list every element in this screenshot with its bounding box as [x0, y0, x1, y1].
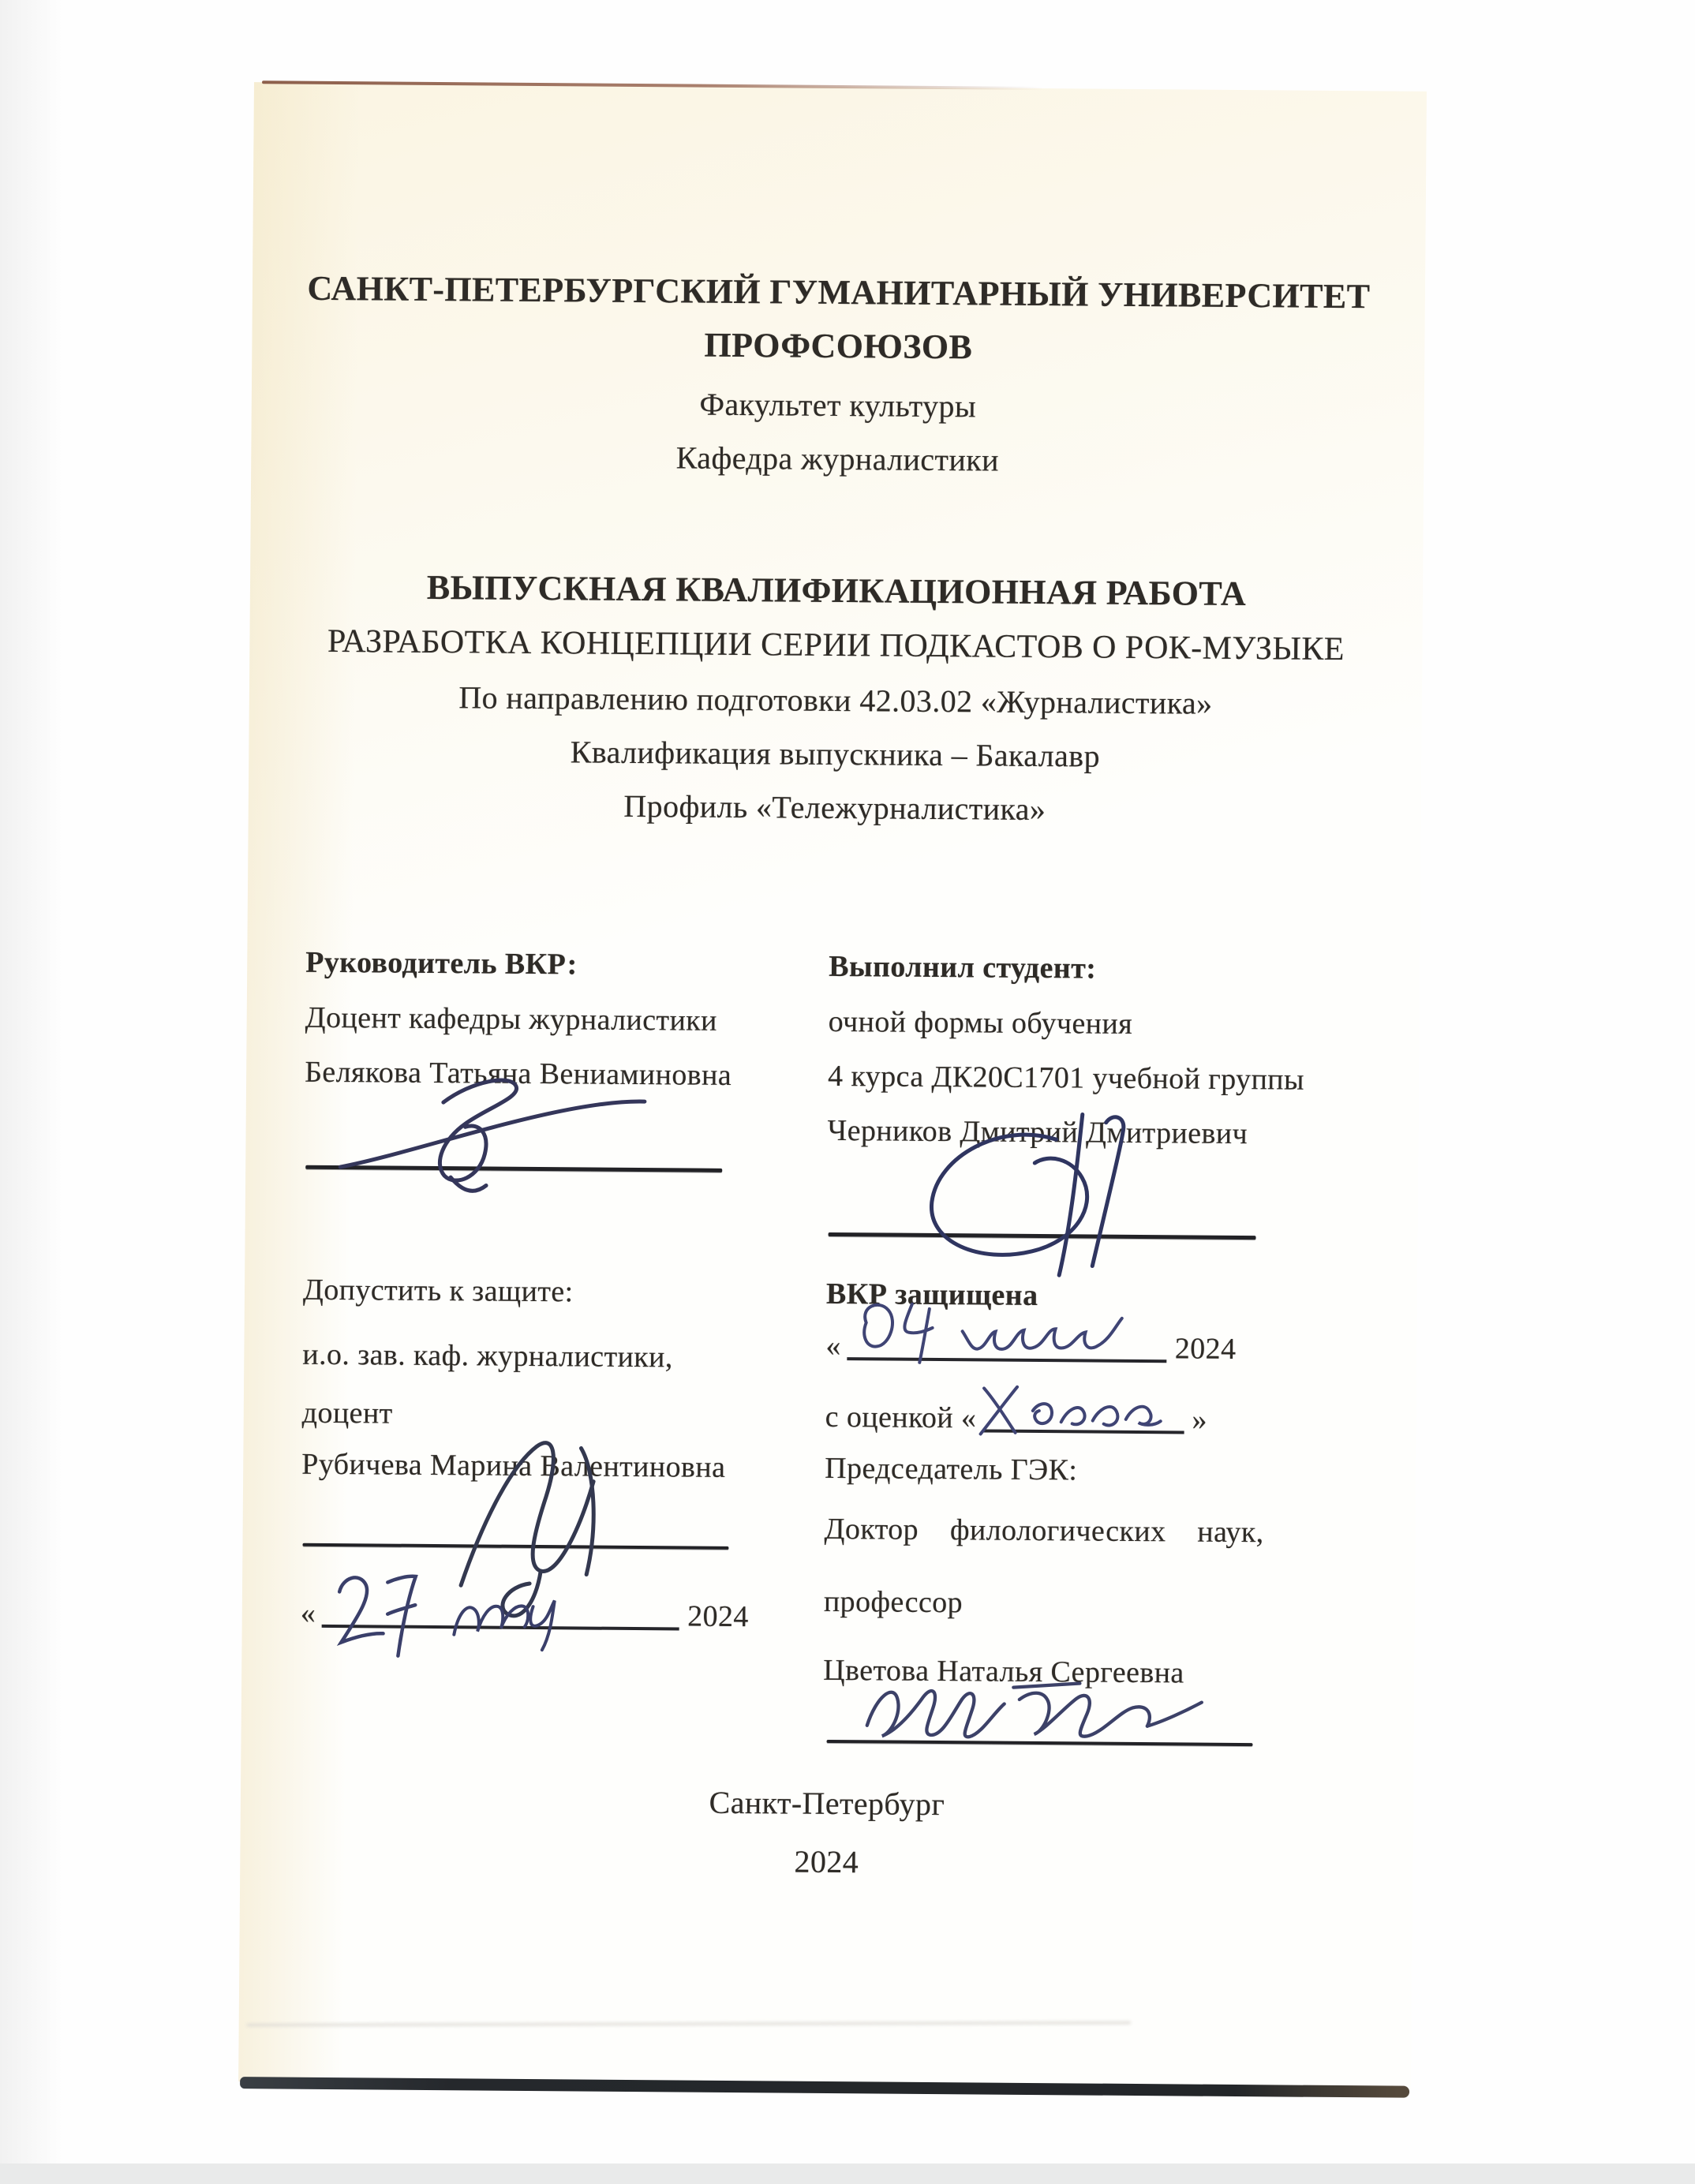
admission-position-line1: и.о. зав. каф. журналистики,	[302, 1337, 673, 1374]
chair-degree: Доктор филологических наук,	[824, 1512, 1264, 1550]
admission-date-day-handwriting	[313, 1555, 433, 1668]
admission-date-month-handwriting	[434, 1564, 578, 1667]
admission-name: Рубичева Марина Валентиновна	[301, 1447, 726, 1484]
year-line: 2024	[794, 1843, 859, 1880]
chair-name: Цветова Наталья Сергеевна	[823, 1653, 1184, 1690]
university-name-line1: САНКТ-ПЕТЕРБУРГСКИЙ ГУМАНИТАРНЫЙ УНИВЕРСИТЕТ	[307, 268, 1371, 316]
supervisor-name: Белякова Татьяна Вениаминовна	[305, 1055, 732, 1092]
scanner-bottom-strip	[0, 2163, 1695, 2184]
admission-heading: Допустить к защите:	[302, 1273, 574, 1309]
page-top-edge	[262, 80, 1059, 90]
grade-close-quote: »	[1192, 1403, 1208, 1437]
admission-position-line2: доцент	[301, 1396, 393, 1430]
supervisor-position: Доцент кафедры журналистики	[305, 1000, 718, 1038]
defense-date-handwriting	[844, 1292, 1160, 1370]
page-bottom-edge	[240, 2077, 1409, 2098]
admission-date-open-quote: «	[300, 1596, 316, 1630]
qualification-line: Квалификация выпускника – Бакалавр	[570, 734, 1101, 774]
work-title: РАЗРАБОТКА КОНЦЕПЦИИ СЕРИИ ПОДКАСТОВ О РОК-МУЗЫКЕ	[327, 623, 1345, 668]
department-line: Кафедра журналистики	[675, 439, 1000, 478]
faculty-line: Факультет культуры	[699, 386, 977, 424]
defense-heading: ВКР защищена	[825, 1277, 1038, 1313]
city-line: Санкт-Петербург	[709, 1784, 945, 1823]
grade-handwriting	[960, 1369, 1198, 1442]
chair-heading: Председатель ГЭК:	[825, 1451, 1078, 1487]
profile-line: Профиль «Тележурналистика»	[623, 787, 1046, 828]
supervisor-signature	[324, 1066, 657, 1202]
supervisor-heading: Руководитель ВКР:	[305, 945, 578, 982]
university-name-line2: ПРОФСОЮЗОВ	[704, 325, 973, 367]
grade-label: с оценкой «	[825, 1400, 977, 1435]
student-group: 4 курса ДК20С1701 учебной группы	[827, 1059, 1305, 1097]
student-heading: Выполнил студент:	[829, 949, 1097, 985]
student-name: Черников Дмитрий Дмитриевич	[827, 1113, 1248, 1151]
chair-signature	[844, 1666, 1224, 1752]
document-page	[238, 82, 1427, 2091]
student-study-form: очной формы обучения	[828, 1004, 1133, 1041]
work-type-heading: ВЫПУСКНАЯ КВАЛИФИКАЦИОННАЯ РАБОТА	[426, 567, 1247, 614]
student-signature	[893, 1107, 1163, 1279]
defense-date-year: 2024	[1174, 1332, 1237, 1366]
defense-date-open-quote: «	[825, 1329, 842, 1363]
paper-crease	[247, 2021, 1131, 2026]
program-line: По направлению подготовки 42.03.02 «Журналистика»	[458, 679, 1213, 721]
chair-title: профессор	[823, 1584, 963, 1620]
admission-date-year: 2024	[687, 1599, 749, 1634]
